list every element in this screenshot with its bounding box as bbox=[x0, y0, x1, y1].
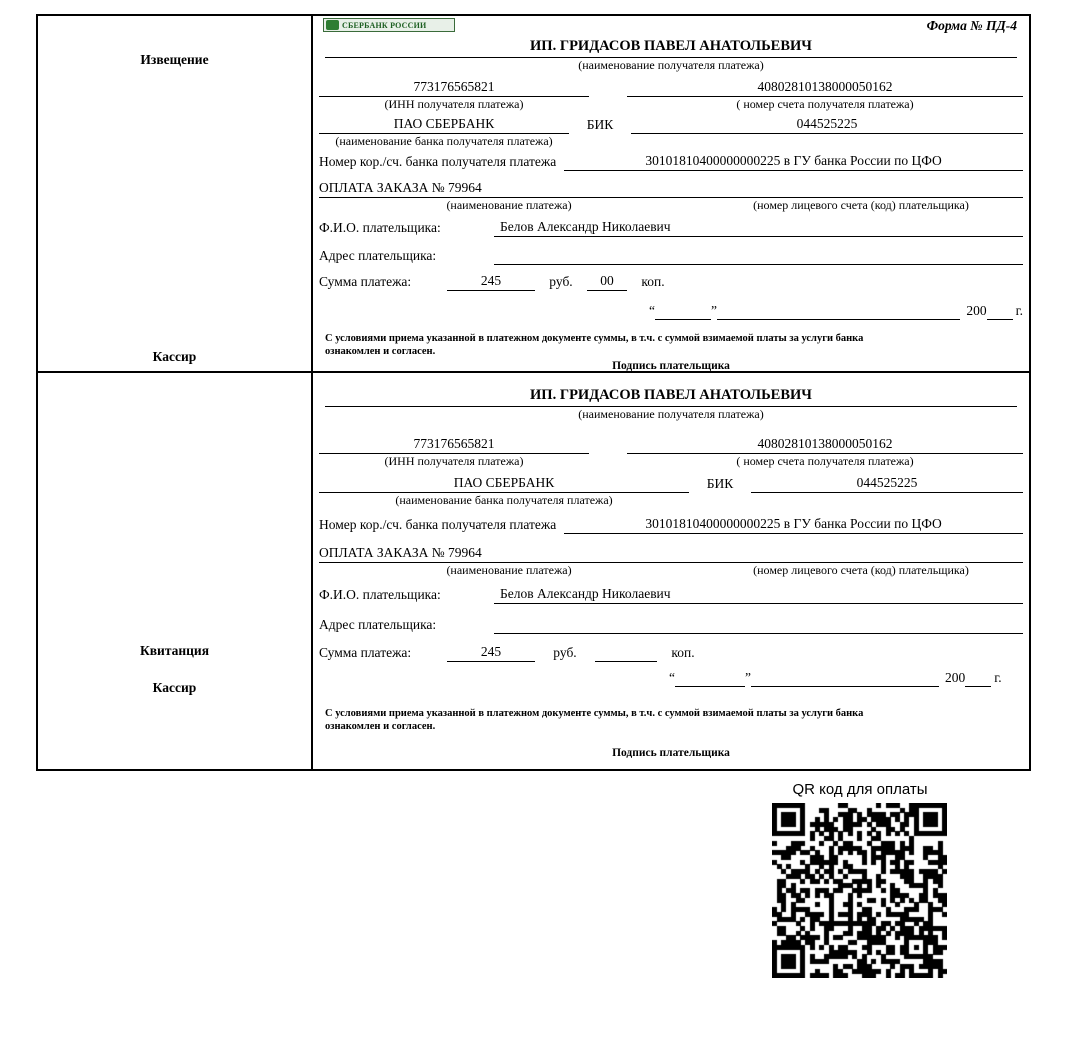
address-label-bottom: Адрес плательщика: bbox=[319, 617, 437, 632]
caption-inn-bottom: (ИНН получателя платежа) bbox=[384, 454, 524, 468]
year-digits-bottom bbox=[965, 670, 991, 687]
notice-section bbox=[38, 16, 1029, 373]
recipient-name-top: ИП. ГРИДАСОВ ПАВЕЛ АНАТОЛЬЕВИЧ bbox=[325, 38, 1017, 58]
agreement-line2-bottom: ознакомлен и согласен. bbox=[325, 721, 436, 733]
amount-kop-bottom bbox=[595, 660, 657, 662]
caption-account-top: ( номер счета получателя платежа) bbox=[736, 97, 914, 111]
agreement-note-top bbox=[325, 332, 1017, 358]
bank-name-value-bottom: ПАО СБЕРБАНК bbox=[319, 475, 689, 493]
corr-value-bottom: 30101810400000000225 в ГУ банка России по ЦФО bbox=[564, 516, 1023, 534]
payer-value-top: Белов Александр Николаевич bbox=[494, 219, 1023, 237]
sberbank-mark-icon bbox=[326, 20, 339, 30]
caption-recipient-bottom: (наименование получателя платежа) bbox=[578, 407, 764, 421]
account-value-top: 40802810138000050162 bbox=[627, 79, 1023, 97]
caption-bank-top: (наименование банка получателя платежа) bbox=[335, 134, 553, 148]
caption-personal-account-bottom: (номер лицевого счета (код) плательщика) bbox=[753, 563, 969, 577]
agreement-line1-top: С условиями приема указанной в платежном документе суммы, в т.ч. с суммой взимаемой платы за услуги банка bbox=[325, 333, 864, 344]
kop-unit-bottom: коп. bbox=[671, 645, 695, 660]
label-cashier-top: Кассир bbox=[152, 349, 197, 364]
label-cashier-bottom: Кассир bbox=[152, 680, 197, 695]
date-quote-close-top: ” bbox=[711, 303, 717, 318]
notice-right-column bbox=[313, 16, 1029, 371]
kop-unit-top: коп. bbox=[641, 274, 665, 289]
caption-bank-bottom: (наименование банка получателя платежа) bbox=[395, 493, 613, 507]
year-prefix-bottom: 200 bbox=[945, 670, 966, 685]
signature-label-bottom: Подпись плательщика bbox=[612, 747, 730, 760]
inn-value-bottom: 773176565821 bbox=[319, 436, 589, 454]
date-quote-open-top: “ bbox=[649, 303, 655, 318]
amount-rub-bottom: 245 bbox=[447, 644, 535, 662]
qr-code-image bbox=[772, 803, 947, 978]
bank-name-value-top: ПАО СБЕРБАНК bbox=[319, 116, 569, 134]
form-number: Форма № ПД-4 bbox=[926, 18, 1017, 33]
payer-label-bottom: Ф.И.О. плательщика: bbox=[319, 587, 441, 602]
caption-payment-top: (наименование платежа) bbox=[446, 198, 572, 212]
year-digits-top bbox=[987, 303, 1013, 320]
address-value-top bbox=[494, 245, 1023, 265]
notice-left-column bbox=[38, 16, 313, 371]
caption-inn-top: (ИНН получателя платежа) bbox=[384, 97, 524, 111]
inn-value-top: 773176565821 bbox=[319, 79, 589, 97]
date-month-bottom bbox=[751, 670, 939, 687]
caption-personal-account-top: (номер лицевого счета (код) плательщика) bbox=[753, 198, 969, 212]
qr-title: QR код для оплаты bbox=[792, 781, 928, 798]
rub-unit-bottom: руб. bbox=[553, 645, 577, 660]
payment-form bbox=[36, 14, 1031, 771]
amount-label-top: Сумма платежа: bbox=[319, 274, 412, 289]
rub-unit-top: руб. bbox=[549, 274, 573, 289]
bik-value-top: 044525225 bbox=[631, 116, 1023, 134]
sberbank-logo-text: СБЕРБАНК РОССИИ bbox=[342, 20, 427, 30]
account-value-bottom: 40802810138000050162 bbox=[627, 436, 1023, 454]
label-notice: Извещение bbox=[140, 52, 209, 67]
bik-label-top: БИК bbox=[586, 117, 614, 132]
corr-value-top: 30101810400000000225 в ГУ банка России по ЦФО bbox=[564, 153, 1023, 171]
bik-value-bottom: 044525225 bbox=[751, 475, 1023, 493]
recipient-name-bottom: ИП. ГРИДАСОВ ПАВЕЛ АНАТОЛЬЕВИЧ bbox=[325, 387, 1017, 407]
corr-label-bottom: Номер кор./сч. банка получателя платежа bbox=[319, 517, 557, 532]
personal-account-value-bottom bbox=[699, 544, 1023, 563]
receipt-right-column bbox=[313, 373, 1029, 769]
bik-label-bottom: БИК bbox=[706, 476, 734, 491]
caption-payment-bottom: (наименование платежа) bbox=[446, 563, 572, 577]
date-quote-close-bottom: ” bbox=[745, 670, 751, 685]
amount-kop-top: 00 bbox=[587, 273, 627, 291]
agreement-note-bottom bbox=[325, 707, 1017, 733]
agreement-line2-top: ознакомлен и согласен. bbox=[325, 346, 436, 358]
payer-value-bottom: Белов Александр Николаевич bbox=[494, 586, 1023, 604]
address-label-top: Адрес плательщика: bbox=[319, 248, 437, 263]
amount-label-bottom: Сумма платежа: bbox=[319, 645, 412, 660]
year-prefix-top: 200 bbox=[966, 303, 987, 318]
corr-label-top: Номер кор./сч. банка получателя платежа bbox=[319, 154, 557, 169]
sberbank-logo bbox=[323, 18, 455, 32]
date-day-top bbox=[655, 303, 711, 320]
year-suffix-top: г. bbox=[1015, 303, 1023, 318]
caption-recipient-top: (наименование получателя платежа) bbox=[578, 58, 764, 72]
payment-purpose-bottom: ОПЛАТА ЗАКАЗА № 79964 bbox=[319, 545, 699, 563]
date-quote-open-bottom: “ bbox=[669, 670, 675, 685]
date-month-top bbox=[717, 303, 960, 320]
payer-label-top: Ф.И.О. плательщика: bbox=[319, 220, 441, 235]
address-value-bottom bbox=[494, 614, 1023, 634]
payment-purpose-top: ОПЛАТА ЗАКАЗА № 79964 bbox=[319, 180, 699, 198]
receipt-section bbox=[38, 373, 1029, 769]
caption-account-bottom: ( номер счета получателя платежа) bbox=[736, 454, 914, 468]
amount-rub-top: 245 bbox=[447, 273, 535, 291]
signature-label-top: Подпись плательщика bbox=[612, 360, 730, 373]
personal-account-value-top bbox=[699, 179, 1023, 198]
year-suffix-bottom: г. bbox=[994, 670, 1002, 685]
date-day-bottom bbox=[675, 670, 745, 687]
agreement-line1-bottom: С условиями приема указанной в платежном документе суммы, в т.ч. с суммой взимаемой платы за услуги банка bbox=[325, 708, 864, 719]
label-receipt: Квитанция bbox=[139, 643, 210, 658]
receipt-left-column bbox=[38, 373, 313, 769]
